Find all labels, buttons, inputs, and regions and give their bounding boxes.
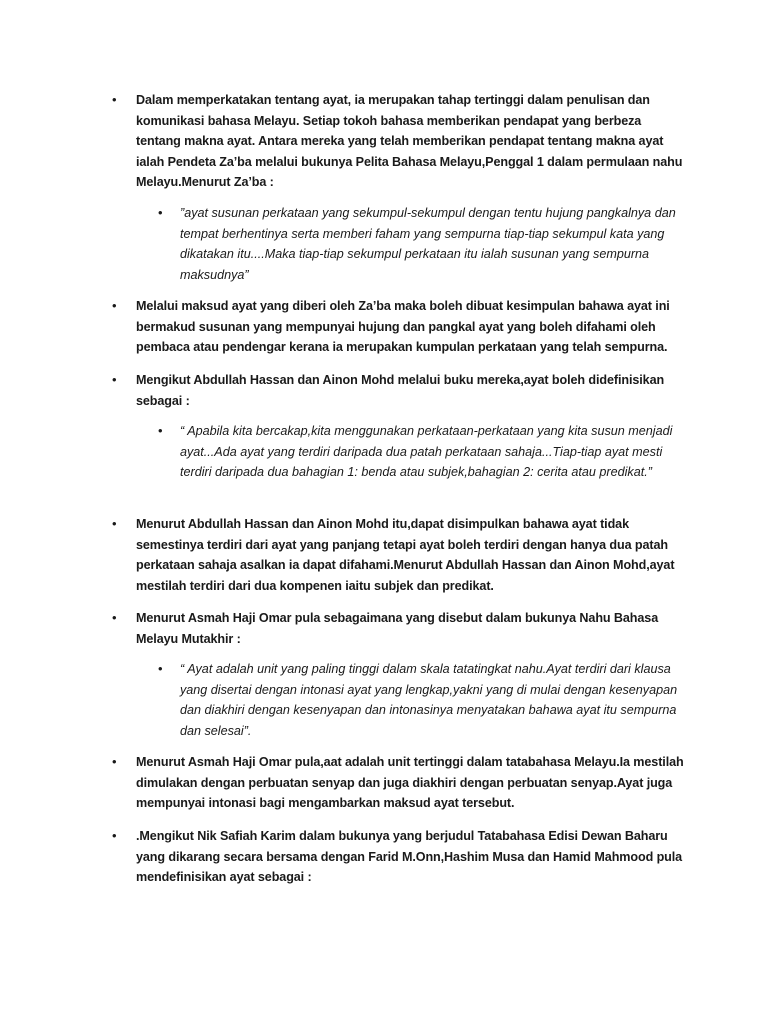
bullet-icon: • <box>112 610 117 625</box>
paragraph-text: .Mengikut Nik Safiah Karim dalam bukunya yang berjudul Tatabahasa Edisi Dewan Baharu yang dikarang secara bersama dengan Farid M.Onn,Hashim Musa dan Hamid Mahmood pula mendefinisikan ayat sebagai : <box>136 829 683 884</box>
bullet-icon: • <box>112 298 117 313</box>
bullet-icon: • <box>158 205 163 220</box>
bullet-icon: • <box>112 372 117 387</box>
bullet-icon: • <box>112 92 117 107</box>
paragraph-text: Menurut Asmah Haji Omar pula,aat adalah unit tertinggi dalam tatabahasa Melayu.Ia mestilah dimulakan dengan perbuatan senyap dan juga diakhiri dengan perbuatan senyap.Ayat juga mempunyai intonasi bagi mengambarkan maksud ayat tersebut. <box>136 755 684 810</box>
bullet-icon: • <box>112 516 117 531</box>
quote-text: “ Ayat adalah unit yang paling tinggi dalam skala tatatingkat nahu.Ayat terdiri dari klausa yang disertai dengan intonasi ayat yang lengkap,yakni yang di mulai dengan kesenyapan dan diakhiri dengan kesenyapan dan intonasinya menyatakan bahawa ayat itu sempurna dan selesai”. <box>180 662 678 738</box>
paragraph-text: Melalui maksud ayat yang diberi oleh Za’ba maka boleh dibuat kesimpulan bahawa ayat ini bermakud susunan yang mempunyai hujung dan pangkal ayat yang boleh difahami oleh pembaca atau pendengar kerana ia merupakan kumpulan perkataan yang telah sempurna. <box>136 299 670 354</box>
paragraph-text: Mengikut Abdullah Hassan dan Ainon Mohd melalui buku mereka,ayat boleh didefinisikan sebagai : <box>136 373 665 408</box>
quote-text: “ Apabila kita bercakap,kita menggunakan perkataan-perkataan yang kita susun menjadi ayat...Ada ayat yang terdiri daripada dua patah perkataan sahaja...Tiap-tiap ayat mesti terdiri daripada dua bahagian 1: benda atau subjek,bahagian 2: cerita atau predikat.” <box>180 424 673 479</box>
paragraph-text: Menurut Abdullah Hassan dan Ainon Mohd itu,dapat disimpulkan bahawa ayat tidak semestinya terdiri dari ayat yang panjang tetapi ayat boleh terdiri dengan hanya dua patah perkataan sahaja asalkan ia dapat difahami.Menurut Abdullah Hassan dan Ainon Mohd,ayat mestilah terdiri dari dua kompenen iaitu subjek dan predikat. <box>136 517 675 593</box>
paragraph-text: Menurut Asmah Haji Omar pula sebagaimana yang disebut dalam bukunya Nahu Bahasa Melayu Mutakhir : <box>136 611 659 646</box>
bullet-icon: • <box>158 423 163 438</box>
bullet-icon: • <box>112 754 117 769</box>
quote-text: ”ayat susunan perkataan yang sekumpul-sekumpul dengan tentu hujung pangkalnya dan tempat berhentinya serta memberi faham yang sempurna tiap-tiap sekumpul kata yang dikatakan itu....Maka tiap-tiap sekumpul perkataan itu ialah susunan yang sempurna maksudnya” <box>180 206 676 282</box>
paragraph-text: Dalam memperkatakan tentang ayat, ia merupakan tahap tertinggi dalam penulisan dan komunikasi bahasa Melayu. Setiap tokoh bahasa memberikan pendapat yang berbeza tentang makna ayat. Antara mereka yang telah memberikan pendapat tentang makna ayat ialah Pendeta Za’ba melalui bukunya Pelita Bahasa Melayu,Penggal 1 dalam permulaan nahu Melayu.Menurut Za’ba : <box>136 93 683 189</box>
bullet-icon: • <box>112 828 117 843</box>
bullet-icon: • <box>158 661 163 676</box>
